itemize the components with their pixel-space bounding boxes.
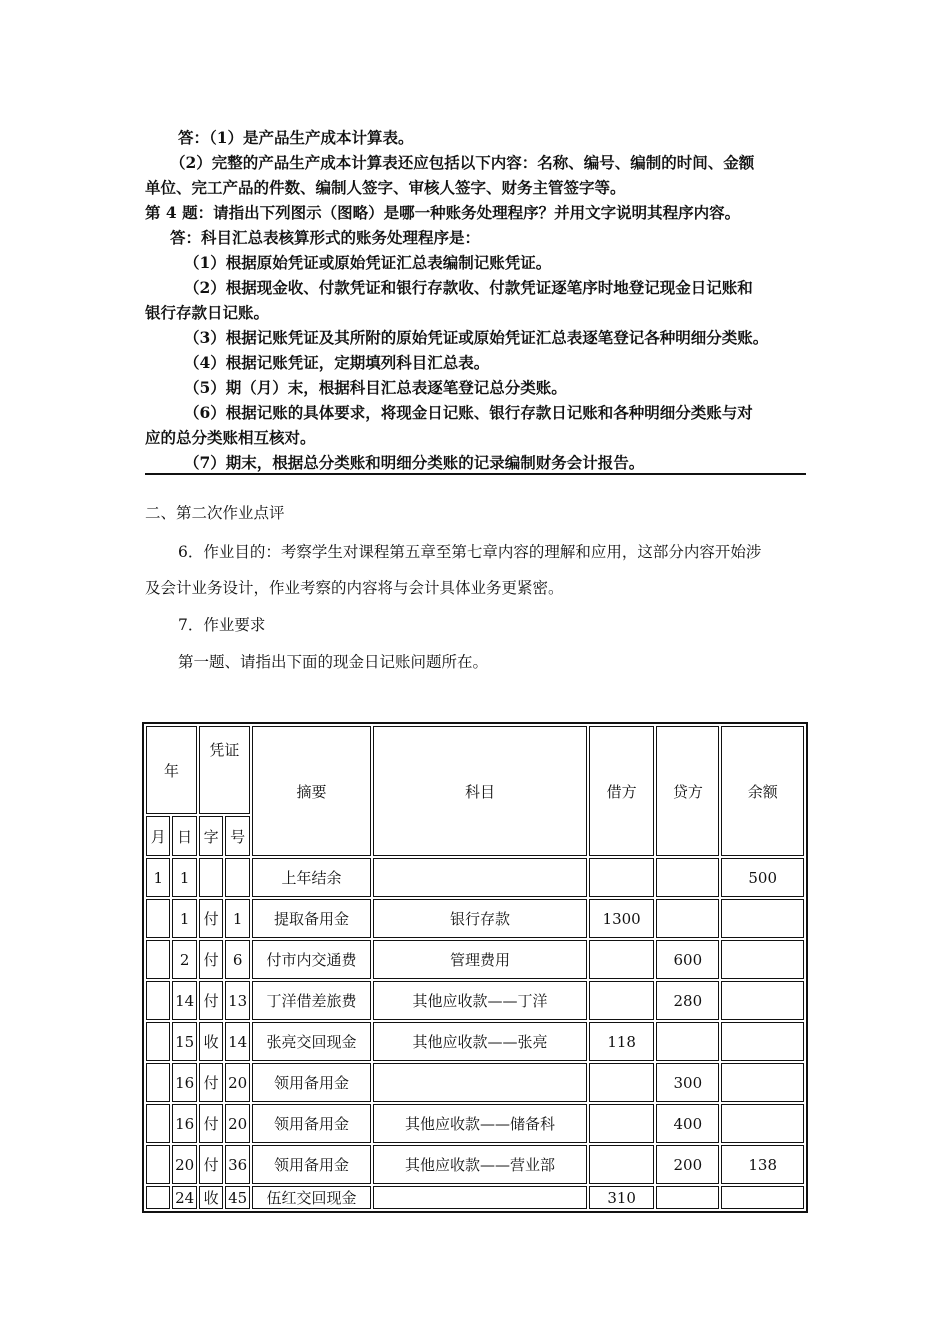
cell-credit: 200 (656, 1145, 719, 1184)
header-voucher: 凭证 (199, 726, 250, 814)
cell-number: 45 (225, 1186, 249, 1209)
answer-4-intro: 答：科目汇总表核算形式的账务处理程序是： (170, 228, 481, 247)
cell-type: 付 (199, 940, 223, 979)
cell-day: 2 (172, 940, 196, 979)
header-type: 字 (199, 816, 223, 856)
cell-credit: 400 (656, 1104, 719, 1143)
cell-summary: 上年结余 (252, 858, 371, 897)
cell-month (146, 981, 170, 1020)
cell-debit: 118 (589, 1022, 654, 1061)
cell-balance (721, 981, 804, 1020)
cell-number: 20 (225, 1104, 249, 1143)
cell-month (146, 1145, 170, 1184)
cell-month: 1 (146, 858, 170, 897)
cell-account: 其他应收款——丁洋 (373, 981, 587, 1020)
cell-number: 14 (225, 1022, 249, 1061)
cell-day: 16 (172, 1063, 196, 1102)
cell-month (146, 1104, 170, 1143)
cell-credit: 280 (656, 981, 719, 1020)
paragraph-6a: 6．作业目的：考察学生对课程第五章至第七章内容的理解和应用，这部分内容开始涉 (178, 543, 762, 561)
answer-line-2: （2）完整的产品生产成本计算表还应包括以下内容：名称、编号、编制的时间、金额 (170, 153, 755, 172)
header-summary: 摘要 (252, 726, 371, 856)
cell-summary: 提取备用金 (252, 899, 371, 938)
step-7: （7）期末，根据总分类账和明细分类账的记录编制财务会计报告。 (184, 453, 645, 472)
cell-number: 6 (225, 940, 249, 979)
header-debit: 借方 (589, 726, 654, 856)
cell-account: 其他应收款——张亮 (373, 1022, 587, 1061)
cell-balance (721, 1104, 804, 1143)
answer-line-1: 答：（1）是产品生产成本计算表。 (178, 128, 414, 147)
task-1: 第一题、请指出下面的现金日记账问题所在。 (178, 653, 489, 671)
header-month: 月 (146, 816, 170, 856)
cell-month (146, 1063, 170, 1102)
table-row (146, 981, 804, 1020)
step-6a: （6）根据记账的具体要求，将现金日记账、银行存款日记账和各种明细分类账与对 (184, 403, 753, 422)
cell-balance (721, 1063, 804, 1102)
cell-type: 付 (199, 899, 223, 938)
table-row (146, 940, 804, 979)
cell-type: 付 (199, 1063, 223, 1102)
cell-debit (589, 858, 654, 897)
cell-month (146, 899, 170, 938)
cell-number: 36 (225, 1145, 249, 1184)
cell-balance: 138 (721, 1145, 804, 1184)
paragraph-7: 7．作业要求 (178, 616, 266, 634)
table-row (146, 1104, 804, 1143)
cell-type: 收 (199, 1186, 223, 1209)
cell-type: 收 (199, 1022, 223, 1061)
cell-balance (721, 899, 804, 938)
cell-summary: 领用备用金 (252, 1104, 371, 1143)
cell-type: 付 (199, 1104, 223, 1143)
paragraph-6b: 及会计业务设计，作业考察的内容将与会计具体业务更紧密。 (145, 579, 564, 597)
header-balance: 余额 (721, 726, 804, 856)
cell-credit: 300 (656, 1063, 719, 1102)
cell-type (199, 858, 223, 897)
step-5: （5）期（月）末，根据科目汇总表逐笔登记总分类账。 (184, 378, 567, 397)
cash-journal-table (142, 722, 808, 1213)
cell-month (146, 1186, 170, 1209)
section-divider (145, 473, 806, 475)
cell-summary: 伍红交回现金 (252, 1186, 371, 1209)
cell-debit (589, 981, 654, 1020)
cell-number: 20 (225, 1063, 249, 1102)
cell-day: 24 (172, 1186, 196, 1209)
cell-debit (589, 1063, 654, 1102)
cell-balance (721, 1022, 804, 1061)
step-2a: （2）根据现金收、付款凭证和银行存款收、付款凭证逐笔序时地登记现金日记账和 (184, 278, 753, 297)
cell-credit (656, 899, 719, 938)
cell-type: 付 (199, 1145, 223, 1184)
header-year: 年 (146, 726, 197, 814)
table-row (146, 1145, 804, 1184)
cell-debit (589, 1104, 654, 1143)
step-1: （1）根据原始凭证或原始凭证汇总表编制记账凭证。 (184, 253, 552, 272)
cell-debit (589, 940, 654, 979)
step-4: （4）根据记账凭证，定期填列科目汇总表。 (184, 353, 490, 372)
table-row (146, 899, 804, 938)
cell-credit (656, 1022, 719, 1061)
section-2-heading: 二、第二次作业点评 (145, 504, 285, 522)
cell-summary: 丁洋借差旅费 (252, 981, 371, 1020)
cell-account: 其他应收款——营业部 (373, 1145, 587, 1184)
cell-month (146, 1022, 170, 1061)
cell-summary: 领用备用金 (252, 1145, 371, 1184)
cell-account: 管理费用 (373, 940, 587, 979)
cell-balance (721, 940, 804, 979)
step-3: （3）根据记账凭证及其所附的原始凭证或原始凭证汇总表逐笔登记各种明细分类账。 (184, 328, 769, 347)
cell-type: 付 (199, 981, 223, 1020)
cell-summary: 付市内交通费 (252, 940, 371, 979)
table-row (146, 1186, 804, 1209)
cell-number (225, 858, 249, 897)
cell-credit (656, 1186, 719, 1209)
cell-balance (721, 1186, 804, 1209)
cell-day: 15 (172, 1022, 196, 1061)
cell-credit (656, 858, 719, 897)
table-row (146, 858, 804, 897)
table-row (146, 1063, 804, 1102)
cell-debit: 310 (589, 1186, 654, 1209)
cell-account (373, 1063, 587, 1102)
cell-day: 20 (172, 1145, 196, 1184)
step-6b: 应的总分类账相互核对。 (145, 428, 316, 447)
header-day: 日 (172, 816, 196, 856)
cell-number: 13 (225, 981, 249, 1020)
cell-credit: 600 (656, 940, 719, 979)
answer-line-3: 单位、完工产品的件数、编制人签字、审核人签字、财务主管签字等。 (145, 178, 626, 197)
cell-debit (589, 1145, 654, 1184)
table-header-row (146, 726, 804, 814)
header-credit: 贷方 (656, 726, 719, 856)
cell-month (146, 940, 170, 979)
cell-debit: 1300 (589, 899, 654, 938)
cell-summary: 张亮交回现金 (252, 1022, 371, 1061)
cell-account (373, 1186, 587, 1209)
header-number: 号 (225, 816, 249, 856)
cell-account: 其他应收款——储备科 (373, 1104, 587, 1143)
step-2b: 银行存款日记账。 (145, 303, 270, 322)
cell-day: 1 (172, 858, 196, 897)
header-account: 科目 (373, 726, 587, 856)
cell-day: 14 (172, 981, 196, 1020)
table-row (146, 1022, 804, 1061)
cell-number: 1 (225, 899, 249, 938)
cell-summary: 领用备用金 (252, 1063, 371, 1102)
cell-day: 16 (172, 1104, 196, 1143)
cell-account (373, 858, 587, 897)
question-4: 第 4 题：请指出下列图示（图略）是哪一种账务处理程序？并用文字说明其程序内容。 (145, 203, 741, 222)
cell-balance: 500 (721, 858, 804, 897)
cell-day: 1 (172, 899, 196, 938)
cell-account: 银行存款 (373, 899, 587, 938)
